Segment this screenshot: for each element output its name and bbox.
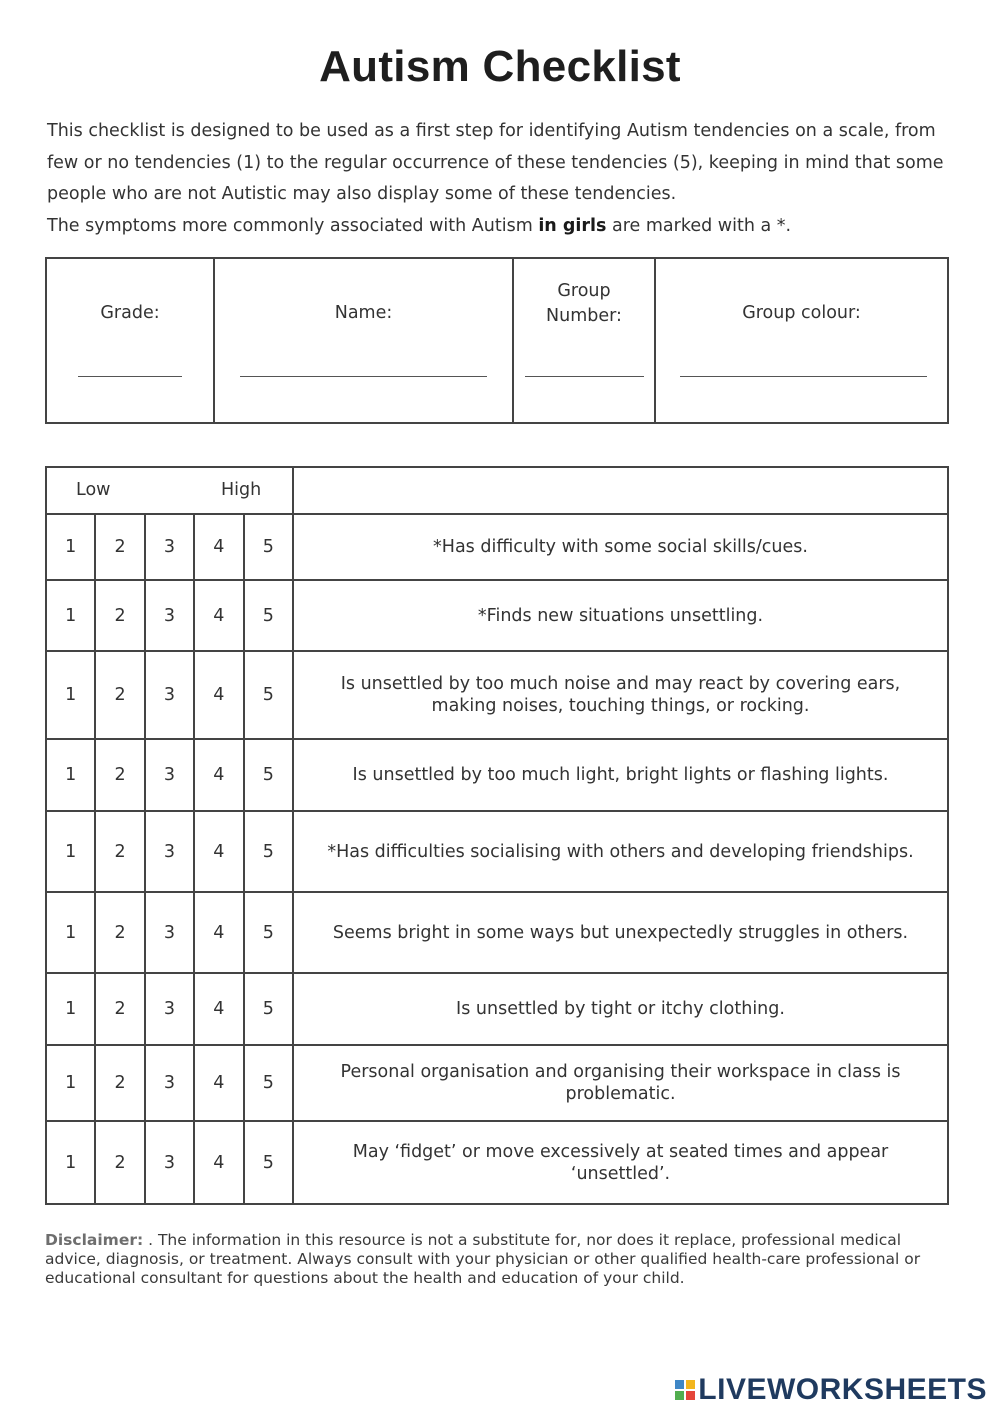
- student-info-table: [45, 257, 949, 424]
- rating-option-3[interactable]: 3: [145, 892, 194, 973]
- checklist-row: [46, 1045, 948, 1121]
- rating-option-2[interactable]: 2: [95, 1045, 144, 1121]
- checklist-item-text: Personal organisation and organising their workspace in class is problematic.: [293, 1045, 948, 1121]
- group-number-label-1: Group: [557, 281, 611, 301]
- grade-label: Grade:: [100, 303, 160, 323]
- checklist-row: [46, 514, 948, 580]
- rating-option-3[interactable]: 3: [145, 514, 194, 580]
- rating-option-5[interactable]: 5: [244, 580, 293, 651]
- name-input-line[interactable]: [240, 376, 487, 377]
- group-colour-input-line[interactable]: [680, 376, 927, 377]
- intro-girls-note: [47, 211, 947, 243]
- low-label: Low: [76, 480, 111, 500]
- intro-note-text: The symptoms more commonly associated with Autism: [47, 215, 539, 236]
- rating-option-3[interactable]: 3: [145, 651, 194, 739]
- rating-option-3[interactable]: 3: [145, 811, 194, 892]
- rating-option-5[interactable]: 5: [244, 651, 293, 739]
- rating-option-5[interactable]: 5: [244, 973, 293, 1045]
- liveworksheets-logo-icon: [675, 1380, 695, 1400]
- checklist-item-text: Is unsettled by too much light, bright lights or flashing lights.: [293, 739, 948, 811]
- rating-option-2[interactable]: 2: [95, 811, 144, 892]
- intro-note-text-end: are marked with a *.: [606, 215, 792, 236]
- checklist-item-text: *Has difficulties socialising with others and developing friendships.: [293, 811, 948, 892]
- rating-option-3[interactable]: 3: [145, 973, 194, 1045]
- rating-option-4[interactable]: 4: [194, 739, 243, 811]
- header-blank: [293, 467, 948, 514]
- high-label: High: [221, 480, 262, 500]
- rating-option-4[interactable]: 4: [194, 1121, 243, 1204]
- rating-option-2[interactable]: 2: [95, 973, 144, 1045]
- rating-option-5[interactable]: 5: [244, 1121, 293, 1204]
- rating-option-2[interactable]: 2: [95, 739, 144, 811]
- intro-text: [47, 116, 947, 242]
- rating-option-3[interactable]: 3: [145, 739, 194, 811]
- checklist-item-text: *Has difficulty with some social skills/cues.: [293, 514, 948, 580]
- group-number-input-line[interactable]: [525, 376, 644, 377]
- rating-option-1[interactable]: 1: [46, 892, 95, 973]
- disclaimer-label: Disclaimer:: [45, 1231, 144, 1249]
- rating-option-4[interactable]: 4: [194, 1045, 243, 1121]
- grade-cell: [46, 258, 214, 423]
- rating-option-5[interactable]: 5: [244, 892, 293, 973]
- page-title: Autism Checklist: [319, 42, 681, 91]
- checklist-rows: [46, 514, 948, 1204]
- rating-option-3[interactable]: 3: [145, 1045, 194, 1121]
- checklist-row: [46, 651, 948, 739]
- checklist-item-text: Seems bright in some ways but unexpectedly struggles in others.: [293, 892, 948, 973]
- disclaimer: [45, 1231, 950, 1288]
- disclaimer-text: . The information in this resource is not a substitute for, nor does it replace, professional medical advice, diagnosis, or treatment. Always consult with your physician or other qualified health-care professional or educational consultant for questions about the health and education of your child.: [45, 1231, 921, 1287]
- rating-option-2[interactable]: 2: [95, 514, 144, 580]
- rating-option-3[interactable]: 3: [145, 580, 194, 651]
- group-number-label-2: Number:: [546, 306, 622, 326]
- checklist-item-text: May ‘fidget’ or move excessively at seated times and appear ‘unsettled’.: [293, 1121, 948, 1204]
- rating-option-4[interactable]: 4: [194, 973, 243, 1045]
- rating-option-1[interactable]: 1: [46, 514, 95, 580]
- logo-square: [686, 1391, 695, 1400]
- rating-option-4[interactable]: 4: [194, 580, 243, 651]
- rating-option-4[interactable]: 4: [194, 811, 243, 892]
- group-colour-label: Group colour:: [742, 303, 861, 323]
- rating-option-5[interactable]: 5: [244, 811, 293, 892]
- rating-option-1[interactable]: 1: [46, 973, 95, 1045]
- checklist-row: [46, 811, 948, 892]
- rating-option-4[interactable]: 4: [194, 651, 243, 739]
- scale-header-row: [46, 467, 948, 514]
- rating-option-5[interactable]: 5: [244, 739, 293, 811]
- rating-option-1[interactable]: 1: [46, 1121, 95, 1204]
- checklist-item-text: *Finds new situations unsettling.: [293, 580, 948, 651]
- rating-option-1[interactable]: 1: [46, 651, 95, 739]
- rating-option-1[interactable]: 1: [46, 739, 95, 811]
- rating-option-1[interactable]: 1: [46, 580, 95, 651]
- intro-note-bold: in girls: [538, 215, 607, 236]
- name-cell: [214, 258, 513, 423]
- name-label: Name:: [334, 303, 393, 323]
- logo-square: [675, 1391, 684, 1400]
- liveworksheets-brand[interactable]: [675, 1374, 987, 1406]
- scale-header: [46, 467, 293, 514]
- checklist-row: [46, 973, 948, 1045]
- rating-option-4[interactable]: 4: [194, 514, 243, 580]
- checklist-table: [45, 466, 949, 1205]
- rating-option-2[interactable]: 2: [95, 1121, 144, 1204]
- rating-option-2[interactable]: 2: [95, 892, 144, 973]
- checklist-item-text: Is unsettled by tight or itchy clothing.: [293, 973, 948, 1045]
- checklist-row: [46, 739, 948, 811]
- checklist-row: [46, 892, 948, 973]
- grade-input-line[interactable]: [78, 376, 182, 377]
- rating-option-1[interactable]: 1: [46, 1045, 95, 1121]
- intro-paragraph: This checklist is designed to be used as a first step for identifying Autism tendencies on a scale, from few or no tendencies (1) to the regular occurrence of these tendencies (5), keeping in mind that some people who are not Autistic may also display some of these tendencies.: [47, 121, 944, 204]
- rating-option-5[interactable]: 5: [244, 514, 293, 580]
- group-colour-cell: [655, 258, 948, 423]
- logo-square: [686, 1380, 695, 1389]
- rating-option-3[interactable]: 3: [145, 1121, 194, 1204]
- rating-option-5[interactable]: 5: [244, 1045, 293, 1121]
- checklist-item-text: Is unsettled by too much noise and may react by covering ears, making noises, touching things, or rocking.: [293, 651, 948, 739]
- checklist-row: [46, 1121, 948, 1204]
- rating-option-2[interactable]: 2: [95, 651, 144, 739]
- group-number-cell: [513, 258, 655, 423]
- checklist-row: [46, 580, 948, 651]
- rating-option-4[interactable]: 4: [194, 892, 243, 973]
- logo-square: [675, 1380, 684, 1389]
- rating-option-2[interactable]: 2: [95, 580, 144, 651]
- brand-name: LIVEWORKSHEETS: [698, 1373, 987, 1406]
- rating-option-1[interactable]: 1: [46, 811, 95, 892]
